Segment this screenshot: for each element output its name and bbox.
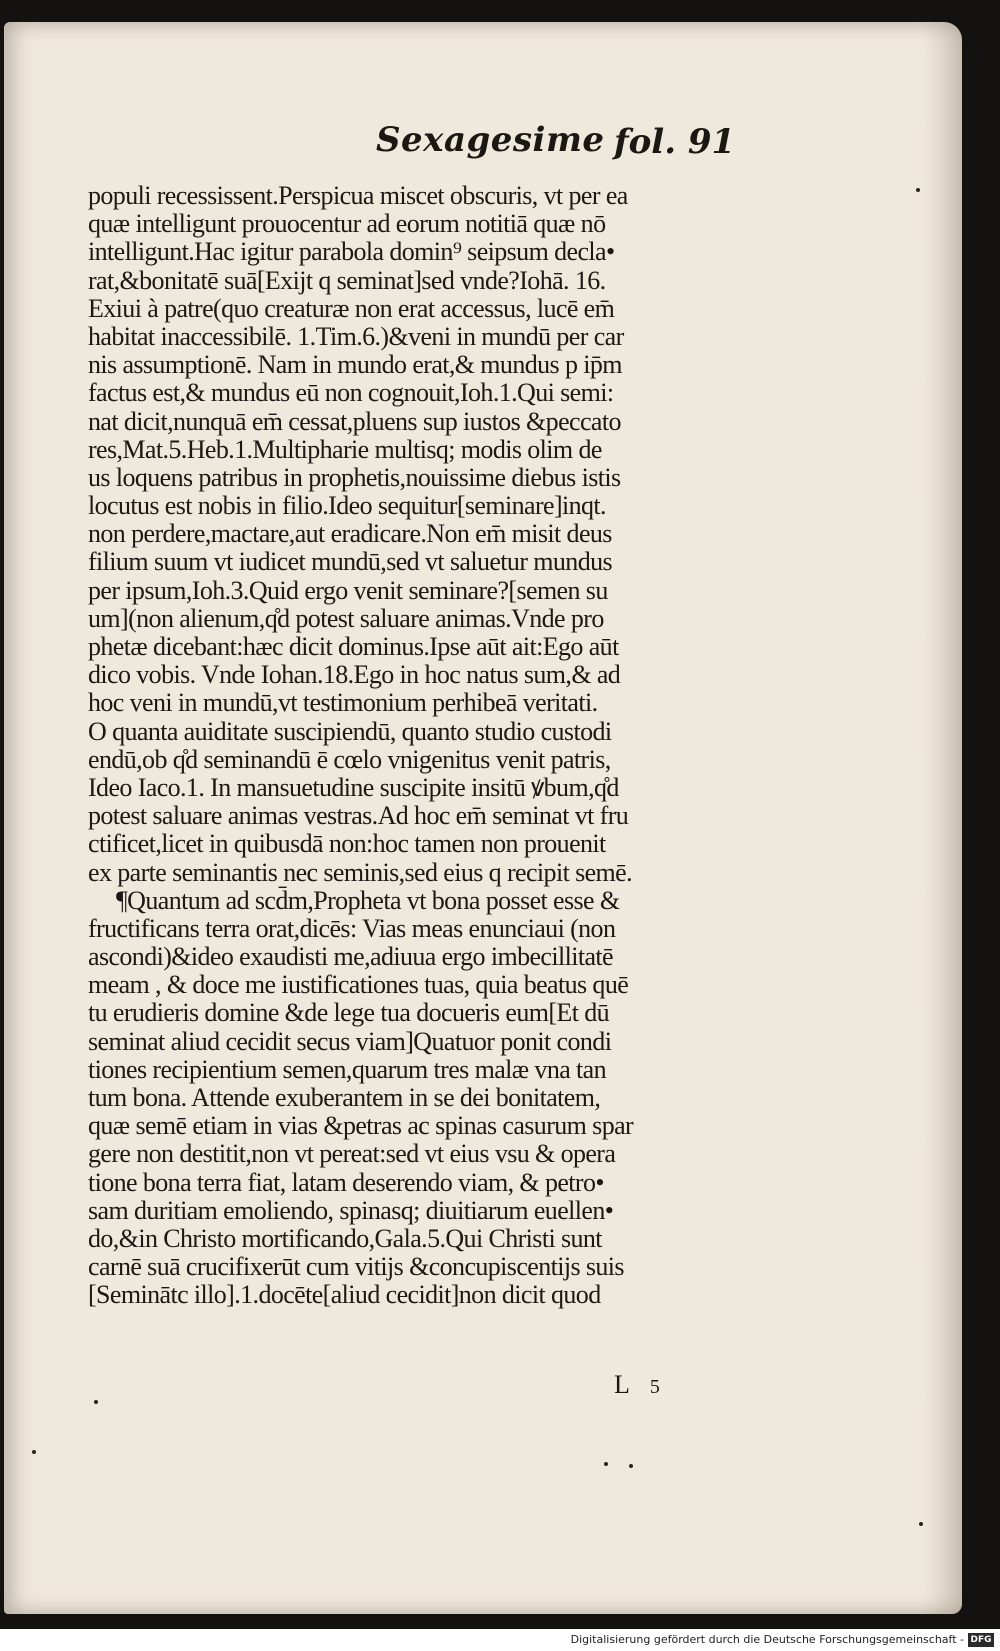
text-line: potest saluare animas vestras.Ad hoc em̄ seminat vt fru (88, 801, 629, 831)
text-line: res,Mat.5.Heb.1.Multipharie multisq; modis olim de (88, 434, 602, 464)
text-line: sam duritiam emoliendo, spinasq; diuitiarum euellen• (88, 1195, 614, 1225)
ink-speck (916, 188, 920, 192)
text-line: tum bona. Attende exuberantem in se dei bonitatem, (88, 1083, 601, 1112)
text-line: habitat inaccessibilē. 1.Tim.6.)&veni in mundū per car (88, 321, 624, 351)
text-line: tione bona terra fiat, latam deserendo viam, & petro• (88, 1167, 604, 1197)
ink-speck (629, 1464, 633, 1468)
text-line: per ipsum,Ioh.3.Quid ergo venit seminare?[semen su (88, 575, 608, 605)
text-line: um](non alienum,q̊d potest saluare animas.Vnde pro (88, 603, 604, 633)
footer-bar (0, 1629, 1000, 1651)
text-line: quæ semē etiam in vias &petras ac spinas casurum spar (88, 1111, 634, 1141)
text-line: carnē suā crucifixerūt cum vitijs &concupiscentijs suis (88, 1252, 624, 1282)
text-line: O quanta auiditate suscipiendū, quanto studio custodi (88, 716, 612, 746)
text-line: seminat aliud cecidit secus viam]Quatuor ponit condi (88, 1026, 612, 1056)
text-line: locutus est nobis in filio.Ideo sequitur[seminare]inqt. (88, 491, 606, 521)
text-line: intelligunt.Hac igitur parabola domin⁹ seipsum decla• (88, 237, 615, 267)
text-line: populi recessissent.Perspicua miscet obscuris, vt per ea (88, 181, 628, 210)
text-line: us loquens patribus in prophetis,nouissime diebus istis (88, 462, 621, 492)
paragraph-start-line: ¶Quantum ad scd̄m,Propheta vt bona posset esse & (116, 885, 620, 915)
text-line: non perdere,mactare,aut eradicare.Non em̄ misit deus (88, 519, 612, 549)
ink-speck (32, 1450, 36, 1454)
text-line: phetæ dicebant:hæc dicit dominus.Ipse aūt ait:Ego aūt (88, 632, 619, 661)
text-line: factus est,& mundus eū non cognouit,Ioh.1.Qui semi: (88, 378, 614, 408)
text-line: [Seminātc illo].1.docēte[aliud cecidit]non dicit quod (88, 1280, 601, 1310)
body-text (88, 182, 788, 1310)
text-line: tiones recipientium semen,quarum tres malæ vna tan (88, 1054, 607, 1084)
text-line: quæ intelligunt prouocentur ad eorum notitiā quæ nō (88, 209, 606, 239)
text-line: endū,ob q̊d seminandū ē cœlo vnigenitus venit patris, (88, 744, 611, 774)
text-line: ascondi)&ideo exaudisti me,adiuua ergo imbecillitatē (88, 942, 613, 972)
text-line: nat dicit,nunquā em̄ cessat,pluens sup iustos &peccato (88, 406, 621, 436)
text-line: filium suum vt iudicet mundū,sed vt saluetur mundus (88, 547, 613, 577)
paper-leaf (4, 22, 962, 1614)
text-line: dico vobis. Vnde Iohan.18.Ego in hoc natus sum,& ad (88, 660, 621, 690)
text-line: fructificans terra orat,dicēs: Vias meas enunciaui (non (88, 913, 616, 943)
text-line: Ideo Iaco.1. In mansuetudine suscipite insitū ꝟbum,q̊d (88, 772, 619, 802)
folio-number: fol. 91 (614, 122, 736, 162)
signature-letter: L (614, 1370, 630, 1399)
ink-speck (94, 1400, 98, 1404)
dfg-logo: DFG (968, 1633, 994, 1647)
signature-mark (614, 1370, 660, 1400)
text-line: hoc veni in mundū,vt testimonium perhibeā veritati. (88, 688, 598, 718)
text-line: Exiui à patre(quo creaturæ non erat accessus, lucē em̄ (88, 293, 615, 323)
signature-number: 5 (649, 1376, 660, 1398)
funding-credit: Digitalisierung gefördert durch die Deutsche Forschungsgemeinschaft - (570, 1633, 964, 1646)
text-line: meam , & doce me iustificationes tuas, quia beatus quē (88, 970, 629, 1000)
running-head: Sexagesime (376, 120, 605, 160)
ink-speck (919, 1522, 923, 1526)
text-line: nis assumptionē. Nam in mundo erat,& mundus p ip̄m (88, 350, 622, 380)
text-line: rat,&bonitatē suā[Exijt q seminat]sed vnde?Iohā. 16. (88, 265, 606, 295)
ink-speck (604, 1462, 608, 1466)
text-line: ex parte seminantis nec seminis,sed eius q recipit semē. (88, 857, 633, 887)
text-line: ctificet,licet in quibusdā non:hoc tamen non prouenit (88, 829, 606, 859)
text-line: tu erudieris domine &de lege tua docueris eum[Et dū (88, 998, 610, 1028)
text-line: gere non destitit,non vt pereat:sed vt eius vsu & opera (88, 1139, 616, 1169)
text-line: do,&in Christo mortificando,Gala.5.Qui Christi sunt (88, 1223, 602, 1253)
